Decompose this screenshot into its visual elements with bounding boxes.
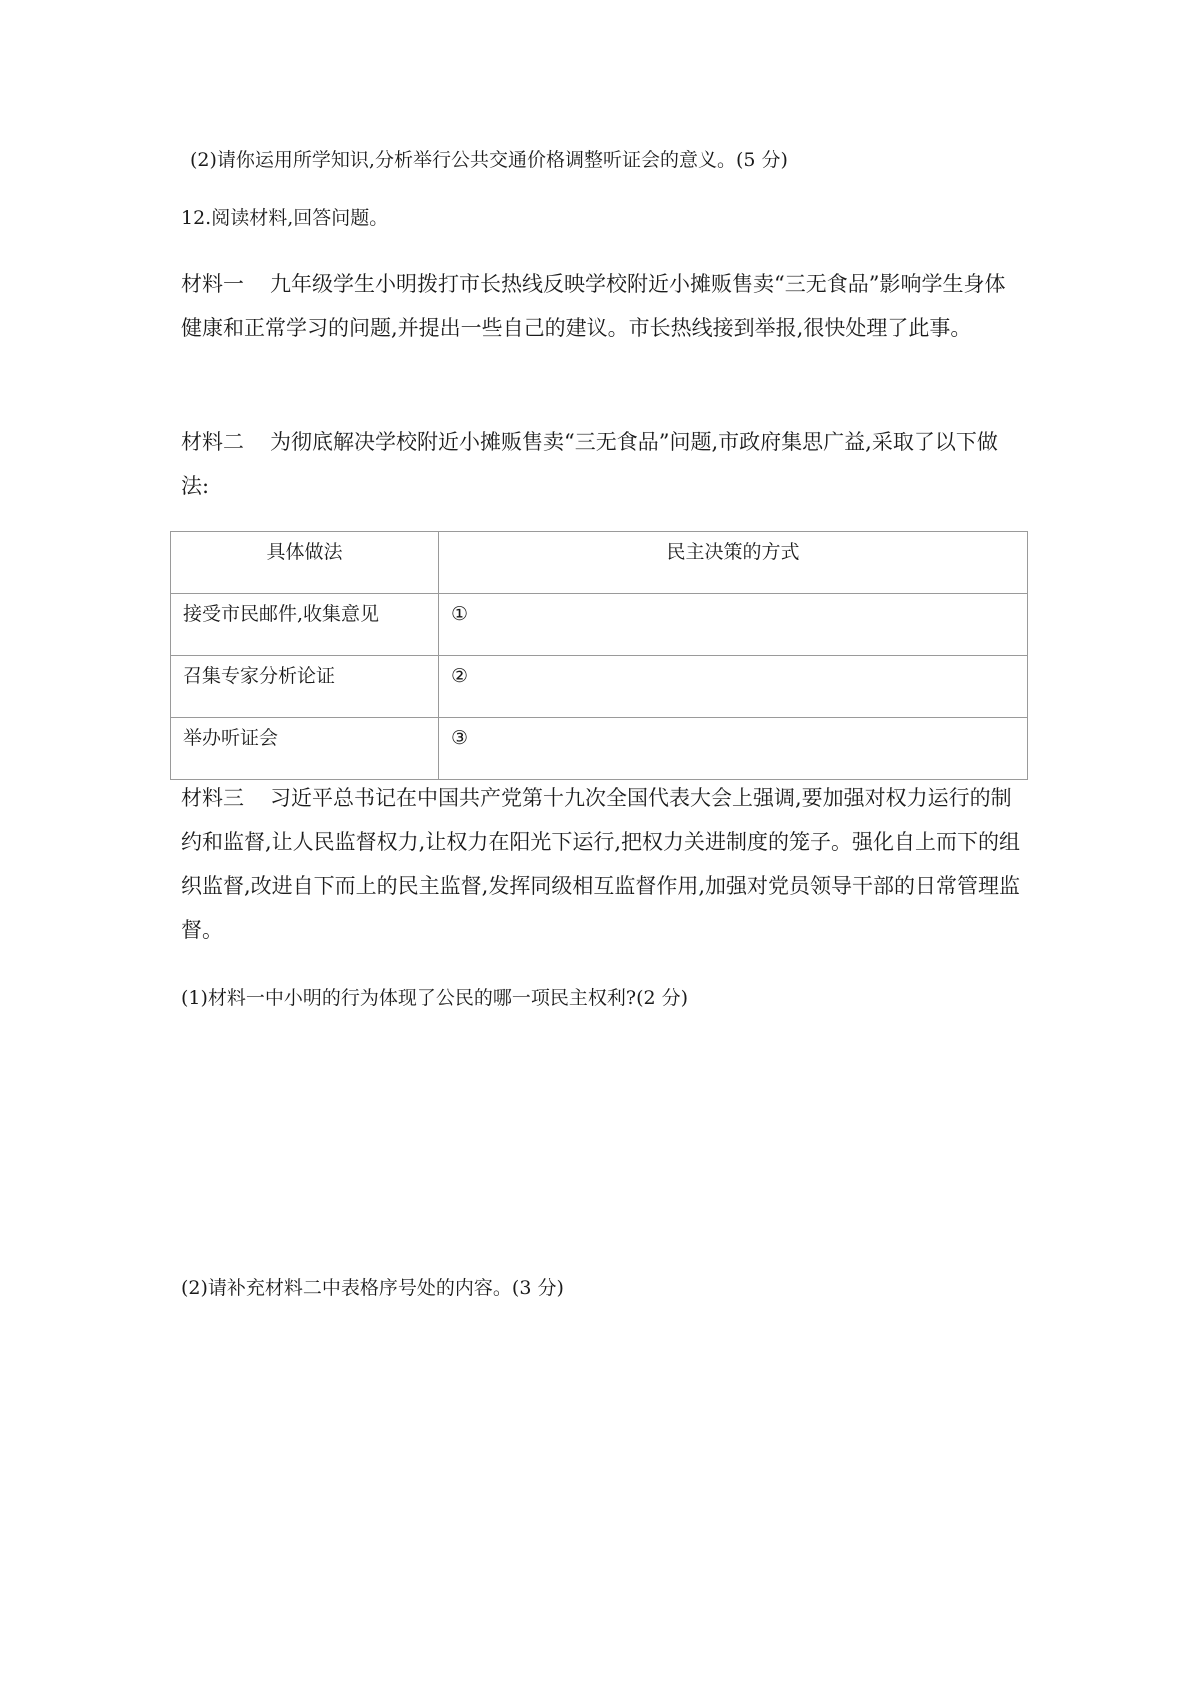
material-1-label: 材料一 <box>181 272 244 296</box>
table-cell-method: 接受市民邮件,收集意见 <box>171 594 439 656</box>
table-cell-method: 举办听证会 <box>171 718 439 780</box>
material-1-text: 九年级学生小明拨打市长热线反映学校附近小摊贩售卖“三无食品”影响学生身体健康和正常学习的问题,并提出一些自己的建议。市长热线接到举报,很快处理了此事。 <box>181 272 1006 340</box>
table-row <box>171 656 1028 718</box>
table-cell-answer-blank: ③ <box>439 718 1028 780</box>
material-2 <box>181 420 1021 508</box>
table-row <box>171 594 1028 656</box>
question-12-part-2: (2)请补充材料二中表格序号处的内容。(3 分) <box>181 1277 564 1299</box>
material-2-label: 材料二 <box>181 430 244 454</box>
table-header-row <box>171 532 1028 594</box>
table-row <box>171 718 1028 780</box>
question-12-title: 12.阅读材料,回答问题。 <box>181 207 389 229</box>
material-2-text: 为彻底解决学校附近小摊贩售卖“三无食品”问题,市政府集思广益,采取了以下做法: <box>181 430 998 498</box>
material-3-text: 习近平总书记在中国共产党第十九次全国代表大会上强调,要加强对权力运行的制约和监督,让人民监督权力,让权力在阳光下运行,把权力关进制度的笼子。强化自上而下的组织监督,改进自下而上的民主监督,发挥同级相互监督作用,加强对党员领导干部的日常管理监督。 <box>181 786 1021 942</box>
democratic-decision-table <box>170 531 1028 780</box>
table-cell-method: 召集专家分析论证 <box>171 656 439 718</box>
table-cell-answer-blank: ② <box>439 656 1028 718</box>
material-3 <box>181 776 1021 952</box>
question-12-part-1: (1)材料一中小明的行为体现了公民的哪一项民主权利?(2 分) <box>181 987 689 1009</box>
table-header-cell: 具体做法 <box>171 532 439 594</box>
material-3-label: 材料三 <box>181 786 244 810</box>
material-1 <box>181 262 1021 350</box>
table-header-cell: 民主决策的方式 <box>439 532 1028 594</box>
question-11-part-2: (2)请你运用所学知识,分析举行公共交通价格调整听证会的意义。(5 分) <box>190 149 788 171</box>
table-cell-answer-blank: ① <box>439 594 1028 656</box>
